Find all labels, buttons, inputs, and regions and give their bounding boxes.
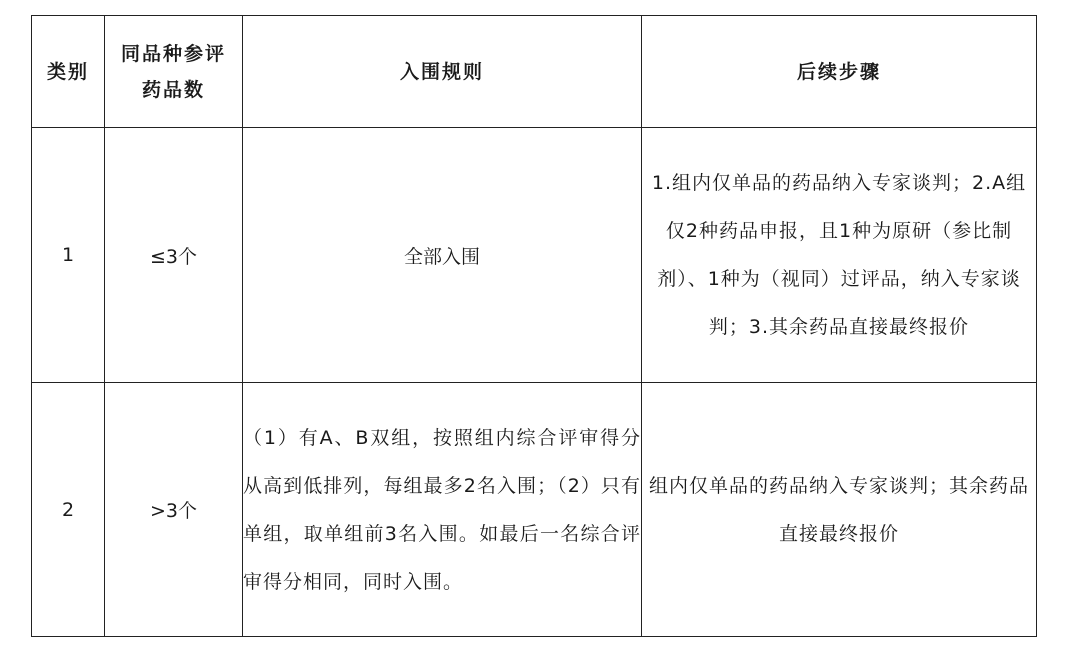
drug-count-value: >3个	[149, 500, 197, 522]
category-value: 2	[61, 498, 75, 521]
header-category-label: 类别	[46, 60, 89, 83]
admission-rules-table	[31, 15, 1037, 637]
header-admission-rule	[243, 16, 642, 128]
cell-category	[32, 383, 105, 637]
next-steps-text: 组内仅单品的药品纳入专家谈判；其余药品直接最终报价	[648, 474, 1029, 545]
cell-drug-count	[105, 383, 243, 637]
cell-admission-rule	[243, 383, 642, 637]
cell-admission-rule	[243, 128, 642, 383]
admission-rule-text: （1）有A、B双组，按照组内综合评审得分从高到低排列，每组最多2名入围；（2）只有单组，取单组前3名入围。如最后一名综合评审得分相同，同时入围。	[243, 426, 641, 593]
category-value: 1	[61, 244, 75, 266]
header-category	[32, 16, 105, 128]
header-drug-count-line2: 药品数	[141, 78, 205, 101]
table-header-row	[32, 16, 1037, 128]
header-admission-rule-label: 入围规则	[399, 60, 484, 83]
admission-rule-text: 全部入围	[403, 245, 480, 268]
header-next-steps-label: 后续步骤	[796, 60, 881, 83]
next-steps-text: 1.组内仅单品的药品纳入专家谈判；2.A组仅2种药品申报，且1种为原研（参比制剂）、1种为（视同）过评品，纳入专家谈判；3.其余药品直接最终报价	[651, 172, 1027, 338]
drug-count-value: ≤3个	[149, 245, 197, 268]
cell-drug-count	[105, 128, 243, 383]
cell-next-steps	[642, 383, 1037, 637]
table-row	[32, 128, 1037, 383]
table-row	[32, 383, 1037, 637]
cell-category	[32, 128, 105, 383]
header-next-steps	[642, 16, 1037, 128]
cell-next-steps	[642, 128, 1037, 383]
header-drug-count	[105, 16, 243, 128]
header-drug-count-line1: 同品种参评	[120, 42, 226, 65]
